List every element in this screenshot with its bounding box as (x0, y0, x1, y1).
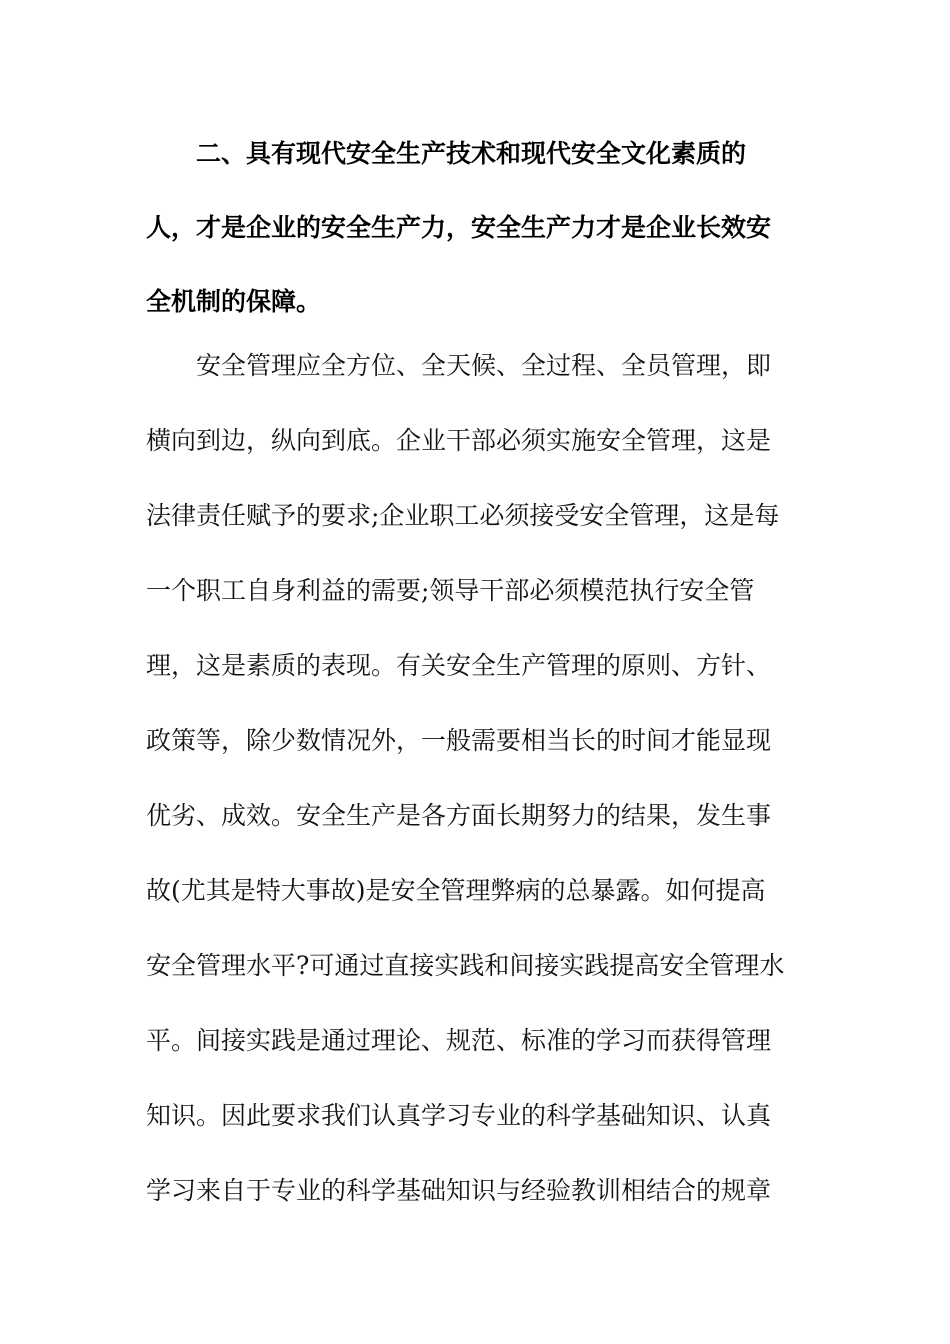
heading-line-2: 人，才是企业的安全生产力，安全生产力才是企业长效安 (146, 213, 772, 242)
body-line-1: 安全管理应全方位、全天候、全过程、全员管理，即 (196, 351, 772, 380)
body-line-5: 理，这是素质的表现。有关安全生产管理的原则、方针、 (146, 651, 772, 680)
body-line-10: 平。间接实践是通过理论、规范、标准的学习而获得管理 (146, 1026, 772, 1055)
body-line-11: 知识。因此要求我们认真学习专业的科学基础知识、认真 (146, 1101, 772, 1130)
body-line-3: 法律责任赋予的要求;企业职工必须接受安全管理，这是每 (146, 501, 780, 530)
body-line-8: 故(尤其是特大事故)是安全管理弊病的总暴露。如何提高 (146, 876, 766, 905)
body-line-7: 优劣、成效。安全生产是各方面长期努力的结果，发生事 (146, 801, 772, 830)
body-line-4: 一个职工自身利益的需要;领导干部必须模范执行安全管 (146, 576, 755, 605)
body-line-9: 安全管理水平?可通过直接实践和间接实践提高安全管理水 (146, 951, 785, 980)
heading-line-3: 全机制的保障。 (146, 287, 322, 316)
body-line-12: 学习来自于专业的科学基础知识与经验教训相结合的规章 (146, 1176, 772, 1205)
body-line-6: 政策等，除少数情况外，一般需要相当长的时间才能显现 (146, 726, 772, 755)
heading-line-1: 二、具有现代安全生产技术和现代安全文化素质的 (196, 139, 747, 168)
body-line-2: 横向到边，纵向到底。企业干部必须实施安全管理，这是 (146, 426, 772, 455)
